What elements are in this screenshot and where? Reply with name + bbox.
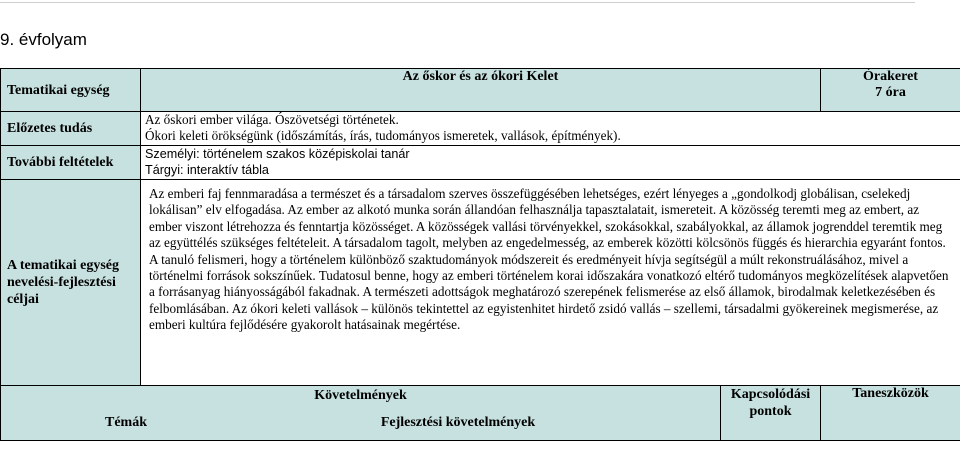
kapcsolodasi-label: Kapcsolódási pontok bbox=[721, 386, 821, 441]
elozetes-row bbox=[1, 112, 960, 146]
tovabbi-line: Tárgyi: interaktív tábla bbox=[145, 163, 269, 178]
requirements-header-row bbox=[1, 386, 960, 441]
tovabbi-line: Személyi: történelem szakos középiskolai tanár bbox=[145, 147, 410, 161]
tovabbi-content bbox=[141, 146, 960, 180]
fejlesztesi-label: Fejlesztési követelmények bbox=[380, 414, 536, 430]
elozetes-line: Az őskori ember világa. Ószövetségi történetek. bbox=[145, 112, 399, 127]
kovetelmenyek-cell bbox=[1, 386, 721, 441]
unit-title: Az őskor és az ókori Kelet bbox=[141, 69, 821, 112]
celjai-paragraph: Az emberi faj fennmaradása a természet és a társadalom szerves összefüggésében lehetséges, ezért lényeges a „gondolkodj globálisan, cselekedj lokálisan” elv elfogadása. Az ember az alkotó munka során állandóan felhasználja tapasztalatait, ismereteit. A közösség teremti meg az embert, az ember viszont létrehozza és fenntartja közösséget. A közösségek vallási törvényekkel, szokásokkal, szabályokkal, az államok jogrenddel teremtik meg az együttélés szükséges feltételeit. A társadalom tagolt, melyben az engedelmesség, az emberek közötti kölcsönös függés és hierarchia egyaránt fontos. bbox=[149, 186, 946, 251]
orakeret-label: Órakeret bbox=[863, 69, 918, 84]
orakeret-value: 7 óra bbox=[875, 85, 906, 100]
curriculum-table bbox=[0, 68, 960, 441]
kovetelmenyek-subheaders bbox=[1, 406, 720, 440]
tematikai-egyseg-label: Tematikai egység bbox=[1, 69, 141, 112]
elozetes-line: Ókori keleti örökségünk (időszámítás, írás, tudományos ismeretek, vallások, építmények). bbox=[145, 128, 621, 144]
header-row bbox=[1, 69, 960, 112]
orakeret-cell bbox=[821, 69, 960, 112]
celjai-row bbox=[1, 180, 960, 386]
taneszkozok-label: Taneszközök bbox=[821, 386, 960, 441]
tovabbi-row bbox=[1, 146, 960, 180]
kovetelmenyek-label: Követelmények bbox=[314, 388, 407, 403]
top-rule bbox=[0, 2, 915, 3]
celjai-paragraph: A tanuló felismeri, hogy a történelem különböző szaktudományok módszereit és eredményeit hívja segítségül a múlt rekonstruálásához, mivel a történelmi források sokszínűek. Tudatosul benne, hogy az emberi történelem korai időszakára vonatkozó eltérő tudományos megközelítések alapvetően a forrásanyag hiányosságából fakadnak. A természeti adottságok meghatározó szerepének felismerése az első államok, birodalmak keletkezésében és felbomlásában. Az ókori keleti vallások – különös tekintettel az egyistenhitet hirdető zsidó vallás – szellemi, társadalmi gyökereinek megismerése, az emberi kultúra fejlődésére gyakorolt hatásainak megértése. bbox=[149, 251, 949, 333]
elozetes-content bbox=[141, 112, 960, 146]
elozetes-label: Előzetes tudás bbox=[1, 112, 141, 146]
grade-heading: 9. évfolyam bbox=[0, 30, 87, 49]
temak-label: Témák bbox=[105, 414, 147, 430]
tovabbi-label: További feltételek bbox=[1, 146, 141, 180]
celjai-content bbox=[141, 180, 960, 386]
celjai-label: A tematikai egység nevelési-fejlesztési céljai bbox=[1, 180, 141, 386]
